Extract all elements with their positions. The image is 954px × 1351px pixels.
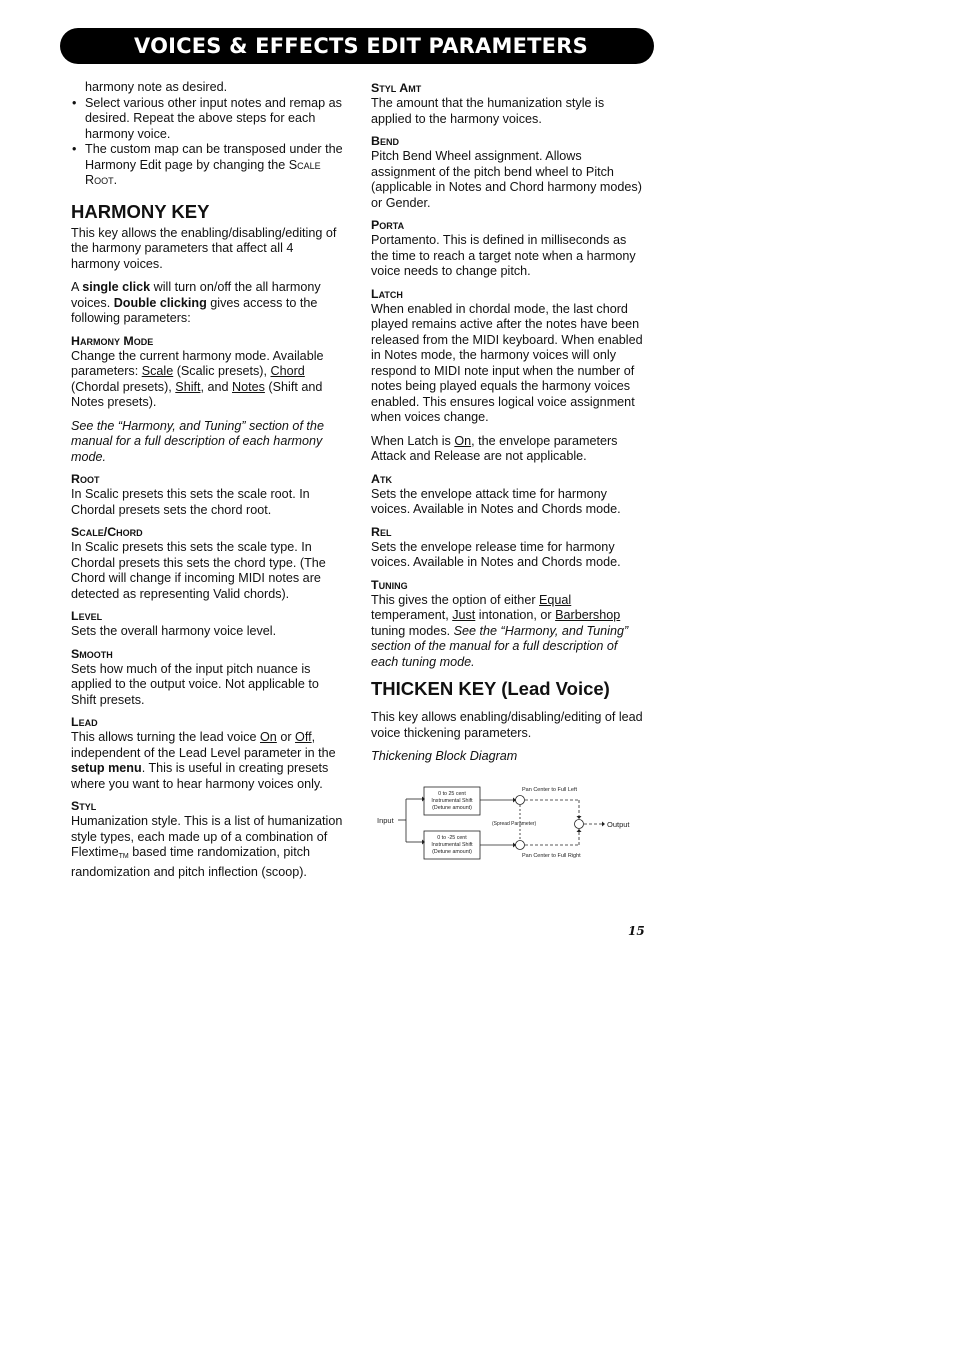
styl-heading: Styl xyxy=(71,799,97,813)
tuning-text: This gives the option of either Equal temperament, Just intonation, or Barbershop tuning modes. See the “Harmony, and Tuning” section of the manual for a full description of each tuning mode. xyxy=(371,592,629,669)
thicken-key-text: This key allows enabling/disabling/editing of lead voice thickening parameters. xyxy=(371,710,643,740)
output-arrow xyxy=(602,821,605,826)
scale-root-ref: Scale Root xyxy=(85,157,321,187)
bottom-sum-arrow xyxy=(577,829,582,832)
top-box-line-2: Instrumental Shift xyxy=(431,797,473,804)
top-sum-arrow xyxy=(577,816,582,819)
tuning-heading: Tuning xyxy=(371,577,408,592)
thicken-key-heading: THICKEN KEY (Lead Voice) xyxy=(371,678,610,699)
custom-map-bullets xyxy=(71,96,343,189)
bend-heading: Bend xyxy=(371,134,399,148)
harmony-mode-note: See the “Harmony, and Tuning” section of the manual for a full description of each harmony mode. xyxy=(71,418,324,464)
sum-node xyxy=(575,819,584,828)
bottom-box-line-1: 0 to -25 cent xyxy=(437,834,467,841)
latch-note: When Latch is On, the envelope parameters Attack and Release are not applicable. xyxy=(371,433,618,463)
harmony-key-heading: HARMONY KEY xyxy=(71,200,210,222)
scale-chord-text: In Scalic presets this sets the scale type. In Chordal presets this sets the chord type. (The Chord will change if incoming MIDI notes are detected as representing Valid chords). xyxy=(71,540,326,601)
left-column xyxy=(71,80,343,888)
harmony-mode-heading: Harmony Mode xyxy=(71,333,154,348)
top-box-line-1: 0 to 25 cent xyxy=(438,790,466,797)
thickening-block-diagram xyxy=(371,775,643,865)
pan-right-label: Pan Center to Full Right xyxy=(522,852,581,859)
intro-continuation: harmony note as desired. xyxy=(85,80,228,94)
page-title: VOICES & EFFECTS EDIT PARAMETERS xyxy=(134,34,588,58)
styl-amt-heading: Styl Amt xyxy=(371,81,422,95)
level-heading: Level xyxy=(71,609,103,623)
latch-heading: Latch xyxy=(371,286,403,301)
harmony-key-click-info: A single click will turn on/off the all harmony voices. Double clicking gives access to the following parameters: xyxy=(71,280,321,325)
page-number: 15 xyxy=(628,924,645,938)
bottom-box-line-2: Instrumental Shift xyxy=(431,841,473,848)
bend-text: Pitch Bend Wheel assignment. Allows assignment of the pitch bend wheel to Pitch (applicable in Notes and Chord harmony modes) or Gender. xyxy=(371,149,642,210)
spread-label: (Spread Parameter) xyxy=(492,820,537,827)
bullet-transpose: • The custom map can be transposed under the Harmony Edit page by changing the Scale Root. xyxy=(71,142,343,189)
smooth-text: Sets how much of the input pitch nuance is applied to the output voice. Not applicable to Shift presets. xyxy=(71,661,319,707)
styl-text: Humanization style. This is a list of humanization style types, each made up of a combination of Flextime$_{TM}$ based time randomization, pitch randomization and pitch inflection (scoop). xyxy=(71,814,343,879)
harmony-key-description: This key allows the enabling/disabling/editing of the harmony parameters that affect all 4 harmony voices. xyxy=(71,225,337,271)
level-text: Sets the overall harmony voice level. xyxy=(71,624,277,638)
pan-left-label: Pan Center to Full Left xyxy=(522,786,578,793)
output-label: Output xyxy=(607,819,630,829)
input-label: Input xyxy=(377,815,394,825)
top-pan-node xyxy=(516,795,525,804)
diagram-caption: Thickening Block Diagram xyxy=(371,749,518,763)
atk-text: Sets the envelope attack time for harmony voices. Available in Notes and Chords mode. xyxy=(371,486,621,516)
latch-text: When enabled in chordal mode, the last chord played remains active after the notes have been released from the MIDI keyboard. When enabled in Notes mode, the harmony voices will only respond to MIDI note input when the number of notes being played equals the harmony voices enabled. This ensures logical voice assignment when voices change. xyxy=(371,301,643,424)
scale-chord-heading: Scale/Chord xyxy=(71,525,143,539)
top-box-line-3: (Detune amount) xyxy=(432,804,472,811)
rel-heading: Rel xyxy=(371,524,392,539)
lead-text: This allows turning the lead voice On or Off, independent of the Lead Level parameter in the setup menu. This is useful in creating presets where you want to hear harmony voices only. xyxy=(71,730,336,791)
styl-amt-text: The amount that the humanization style is applied to the harmony voices. xyxy=(371,96,605,126)
porta-text: Portamento. This is defined in milliseconds as the time to reach a target note when a harmony voice needs to change pitch. xyxy=(371,233,636,278)
root-heading: Root xyxy=(71,472,100,486)
atk-heading: Atk xyxy=(371,471,392,486)
bottom-pan-node xyxy=(516,840,525,849)
rel-text: Sets the envelope release time for harmony voices. Available in Notes and Chords mode. xyxy=(371,539,621,569)
right-column xyxy=(371,80,643,865)
top-box-arrow xyxy=(422,796,425,801)
title-banner xyxy=(60,28,654,64)
bullet-remap: • Select various other input notes and remap as desired. Repeat the above steps for each harmony voice. xyxy=(71,96,343,143)
lead-heading: Lead xyxy=(71,715,98,729)
smooth-heading: Smooth xyxy=(71,646,113,661)
harmony-mode-text: Change the current harmony mode. Available parameters: Scale (Scalic presets), Chord (Chordal presets), Shift, and Notes (Shift and Notes presets). xyxy=(71,348,324,409)
bottom-box-arrow xyxy=(422,839,425,844)
root-text: In Scalic presets this sets the scale root. In Chordal presets sets the chord root. xyxy=(71,487,310,517)
porta-heading: Porta xyxy=(371,218,405,232)
bottom-box-line-3: (Detune amount) xyxy=(432,848,472,855)
